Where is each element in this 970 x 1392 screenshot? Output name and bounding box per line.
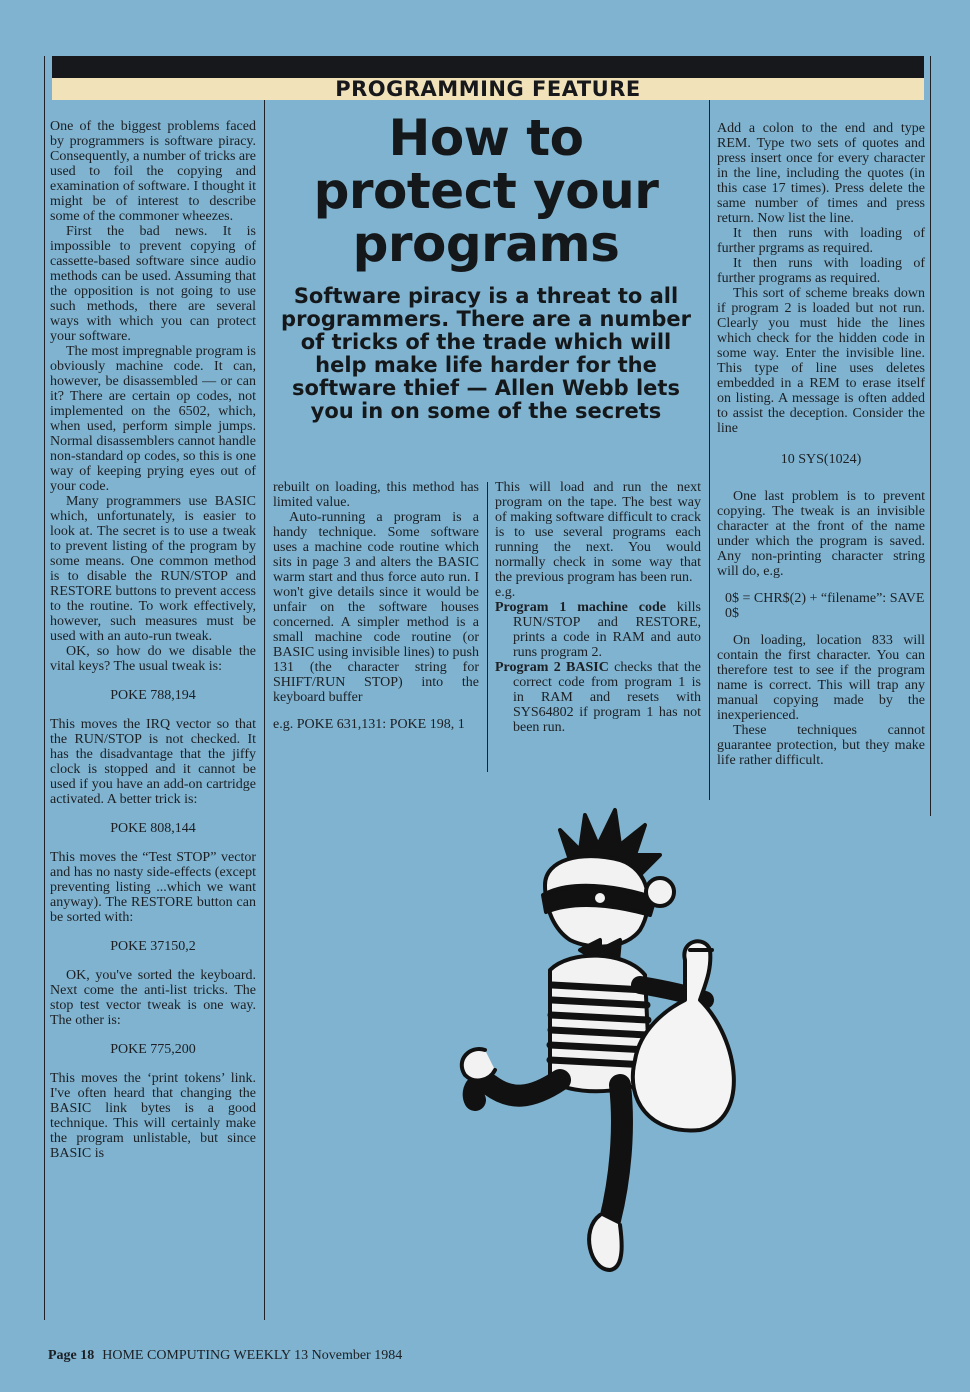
col1-paragraph: Many programmers use BASIC which, unfortunately, is easier to look at. The secret is to use a tweak to prevent listing of the program by some means. One common method is to disable the RUN/STOP and RESTORE buttons to prevent access to the routine. To work effectively, however, such measures must be used with an auto-run tweak. [50, 494, 256, 644]
top-black-bar [52, 56, 924, 78]
program-2-label: Program 2 BASIC [495, 660, 609, 675]
col2-paragraph: Auto-running a program is a handy technique. Some software uses a machine code routine which sits in page 3 and alters the BASIC warm start and thus force auto run. I won't give details since it would be unfair on the software houses concerned. A simpler method is a small machine code routine (or BASIC using invisible lines) to push 131 (the character string for SHIFT/RUN STOP) into the keyboard buffer [273, 510, 479, 705]
program-1-description [495, 600, 701, 660]
burglar-illustration [450, 800, 740, 1300]
column-3 [495, 480, 701, 735]
col3-paragraph: This will load and run the next program on the tape. The best way of making software difficult to crack is to use several programs each running the next. You would normally check in some way that the previous program has been run. [495, 480, 701, 585]
col1-paragraph: One of the biggest problems faced by programmers is software piracy. Consequently, a number of tricks are used to foil the copying and examination of software. I thought it might be of interest to describe some of the commoner wheezes. [50, 119, 256, 224]
headline-line-2: protect your [313, 162, 659, 220]
col3-paragraph: e.g. [495, 585, 516, 600]
code-line: POKE 775,200 [110, 1042, 196, 1057]
left-border-rule [44, 56, 45, 1320]
col1-paragraph: OK, you've sorted the keyboard. Next come the anti-list tricks. The stop test vector tweak is one way. The other is: [50, 968, 256, 1028]
col2-paragraph: rebuilt on loading, this method has limited value. [273, 480, 479, 510]
program-1-text: kills RUN/STOP and RESTORE, prints a code in RAM and auto runs program 2. [513, 600, 702, 660]
right-border-rule [930, 56, 931, 816]
program-2-description [495, 660, 701, 735]
program-1-label: Program 1 machine code [495, 600, 666, 615]
col1-paragraph: This moves the “Test STOP” vector and has no nasty side-effects (except preventing listing ...which we want anyway). The RESTORE button can be sorted with: [50, 850, 256, 925]
column-4 [717, 121, 925, 768]
column-1 [50, 119, 256, 1161]
code-line: 10 SYS(1024) [780, 452, 862, 467]
column-2 [273, 480, 479, 744]
column-rule-2 [487, 482, 488, 772]
headline-line-1: How to [388, 109, 584, 167]
code-line: 0$ = CHR$(2) + “filename”: SAVE 0$ [725, 591, 925, 621]
column-rule-1 [264, 100, 265, 1320]
col4-paragraph: It then runs with loading of further prgrams as required. [717, 226, 925, 256]
page-footer [48, 1348, 402, 1364]
program-2-text: checks that the correct code from program 1 is in RAM and resets with SYS64802 if program 1 has not been run. [513, 660, 702, 735]
code-line: POKE 808,144 [110, 821, 196, 836]
section-label: PROGRAMMING FEATURE [52, 78, 924, 100]
col1-paragraph: First the bad news. It is impossible to prevent copying of cassette-based software since audio methods can be used. Assuming that the opposition is not going to use such methods, there are several ways with which you can protect your software. [50, 224, 256, 344]
headline-line-3: programs [352, 215, 620, 273]
col1-paragraph: The most impregnable program is obviously machine code. It can, however, be disassembled — or can it? There are certain op codes, not implemented on the 6502, which, when used, perform simple jumps. Normal disassemblers cannot handle non-standard op codes, so this is one way of keeping prying eyes out of your code. [50, 344, 256, 494]
code-line: POKE 37150,2 [110, 939, 196, 954]
standfirst: Software piracy is a threat to all programmers. There are a number of tricks of the trade which will help make life harder for the software thief — Allen Webb lets you in on some of the secrets [281, 284, 691, 423]
col4-paragraph: On loading, location 833 will contain the first character. You can therefore test to see if the program name is correct. This will trap any manual copying made by the inexperienced. [717, 633, 925, 723]
col1-paragraph: OK, so how do we disable the vital keys? The usual tweak is: [50, 644, 256, 674]
col1-paragraph: This moves the IRQ vector so that the RUN/STOP is not checked. It has the disadvantage that the jiffy clock is stopped and it cannot be used if you have an add-on cartridge activated. A better trick is: [50, 717, 256, 807]
col4-paragraph: One last problem is to prevent copying. The tweak is an invisible character at the front of the name under which the program is saved. Any non-printing character string will do, e.g. [717, 489, 925, 579]
col4-paragraph: These techniques cannot guarantee protection, but they make life rather difficult. [717, 723, 925, 768]
code-line: POKE 788,194 [110, 688, 196, 703]
col4-paragraph: This sort of scheme breaks down if program 2 is loaded but not run. Clearly you must hide the lines which check for the hidden code in some way. Enter the invisible line. This type of line uses deletes embedded in a REM to erase itself on listing. A message is often added to assist the deception. Consider the line [717, 286, 925, 436]
code-line: e.g. POKE 631,131: POKE 198, 1 [273, 717, 465, 732]
col4-paragraph: It then runs with loading of further programs as required. [717, 256, 925, 286]
col1-paragraph: This moves the ‘print tokens’ link. I've often heard that changing the BASIC link bytes is a good technique. This will certainly make the program unlistable, but since BASIC is [50, 1071, 256, 1161]
col4-paragraph: Add a colon to the end and type REM. Type two sets of quotes and press insert once for every character in the line, including the quotes (in this case 17 times). Press delete the same number of times and press return. Now list the line. [717, 121, 925, 226]
page-number: Page 18 [48, 1348, 95, 1363]
publication-info: HOME COMPUTING WEEKLY 13 November 1984 [102, 1348, 403, 1363]
headline [272, 109, 700, 273]
column-rule-3 [709, 100, 710, 800]
